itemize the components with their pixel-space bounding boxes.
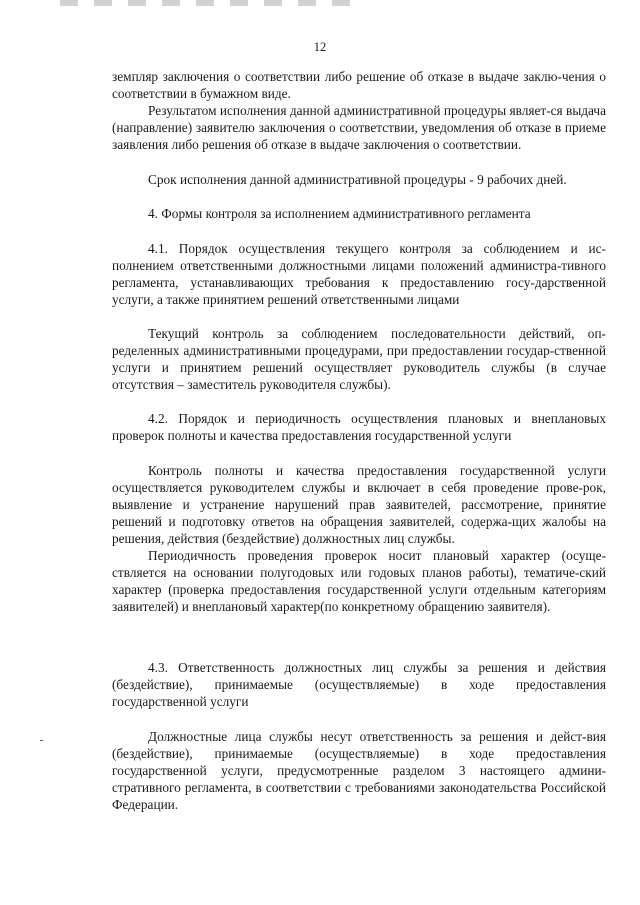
paragraph-current-control: Текущий контроль за соблюдением последовательности действий, оп-ределенных административными процедурами, при предоставлении государ-ственной услуги и принятием решений осуществляет руководитель службы (в случае отсутствия – заместитель руководителя службы). xyxy=(112,326,606,392)
section-heading-4: 4. Формы контроля за исполнением административного регламента xyxy=(148,206,531,221)
paragraph-periodicity: Периодичность проведения проверок носит плановый характер (осуще-ствляется на основании полугодовых или годовых планов работы), тематиче-ский характер (проверка предоставления государственной услуги отдельным категориям заявителей) и внеплановый характер(по конкретному обращению заявителя). xyxy=(112,548,606,614)
paragraph-deadline: Срок исполнения данной административной процедуры - 9 рабочих дней. xyxy=(148,172,567,187)
scan-artifact xyxy=(60,0,360,6)
paragraph-result: Результатом исполнения данной административной процедуры являет-ся выдача (направление) заявителю заключения о соответствии, уведомления об отказе в приеме заявления либо решения об отказе в выдаче заключения о соответствии. xyxy=(112,103,606,152)
scan-mark xyxy=(40,740,43,741)
subsection-heading-4-1: 4.1. Порядок осуществления текущего контроля за соблюдением и ис-полнением ответственными должностными лицами положений администра-тивного регламента, устанавливающих требования к предоставлению госу-дарственной услуги, а также принятием решений ответственными лицами xyxy=(112,241,606,307)
subsection-heading-4-3: 4.3. Ответственность должностных лиц службы за решения и действия (бездействие), принимаемые (осуществляемые) в ходе предоставления государственной услуги xyxy=(112,660,606,709)
paragraph-responsibility: Должностные лица службы несут ответственность за решения и дейст-вия (бездействие), принимаемые (осуществляемые) в ходе предоставления государственной услуги, предусмотренные разделом 3 настоящего админи-стративного регламента, в соответствии с требованиями законодательства Российской Федерации. xyxy=(112,729,606,812)
paragraph-quality-control: Контроль полноты и качества предоставления государственной услуги осуществляется руководителем службы и включает в себя проведение прове-рок, выявление и устранение нарушений прав заявителей, рассмотрение, принятие решений и подготовку ответов на обращения заявителей, содержа-щих жалобы на решения, действия (бездействие) должностных лиц службы. xyxy=(112,463,606,546)
subsection-heading-4-2: 4.2. Порядок и периодичность осуществления плановых и внеплановых проверок полноты и качества предоставления государственной услуги xyxy=(112,411,606,443)
paragraph-continuation: земпляр заключения о соответствии либо решение об отказе в выдаче заклю-чения о соответствии в бумажном виде. xyxy=(112,69,606,101)
page-number: 12 xyxy=(313,40,327,54)
